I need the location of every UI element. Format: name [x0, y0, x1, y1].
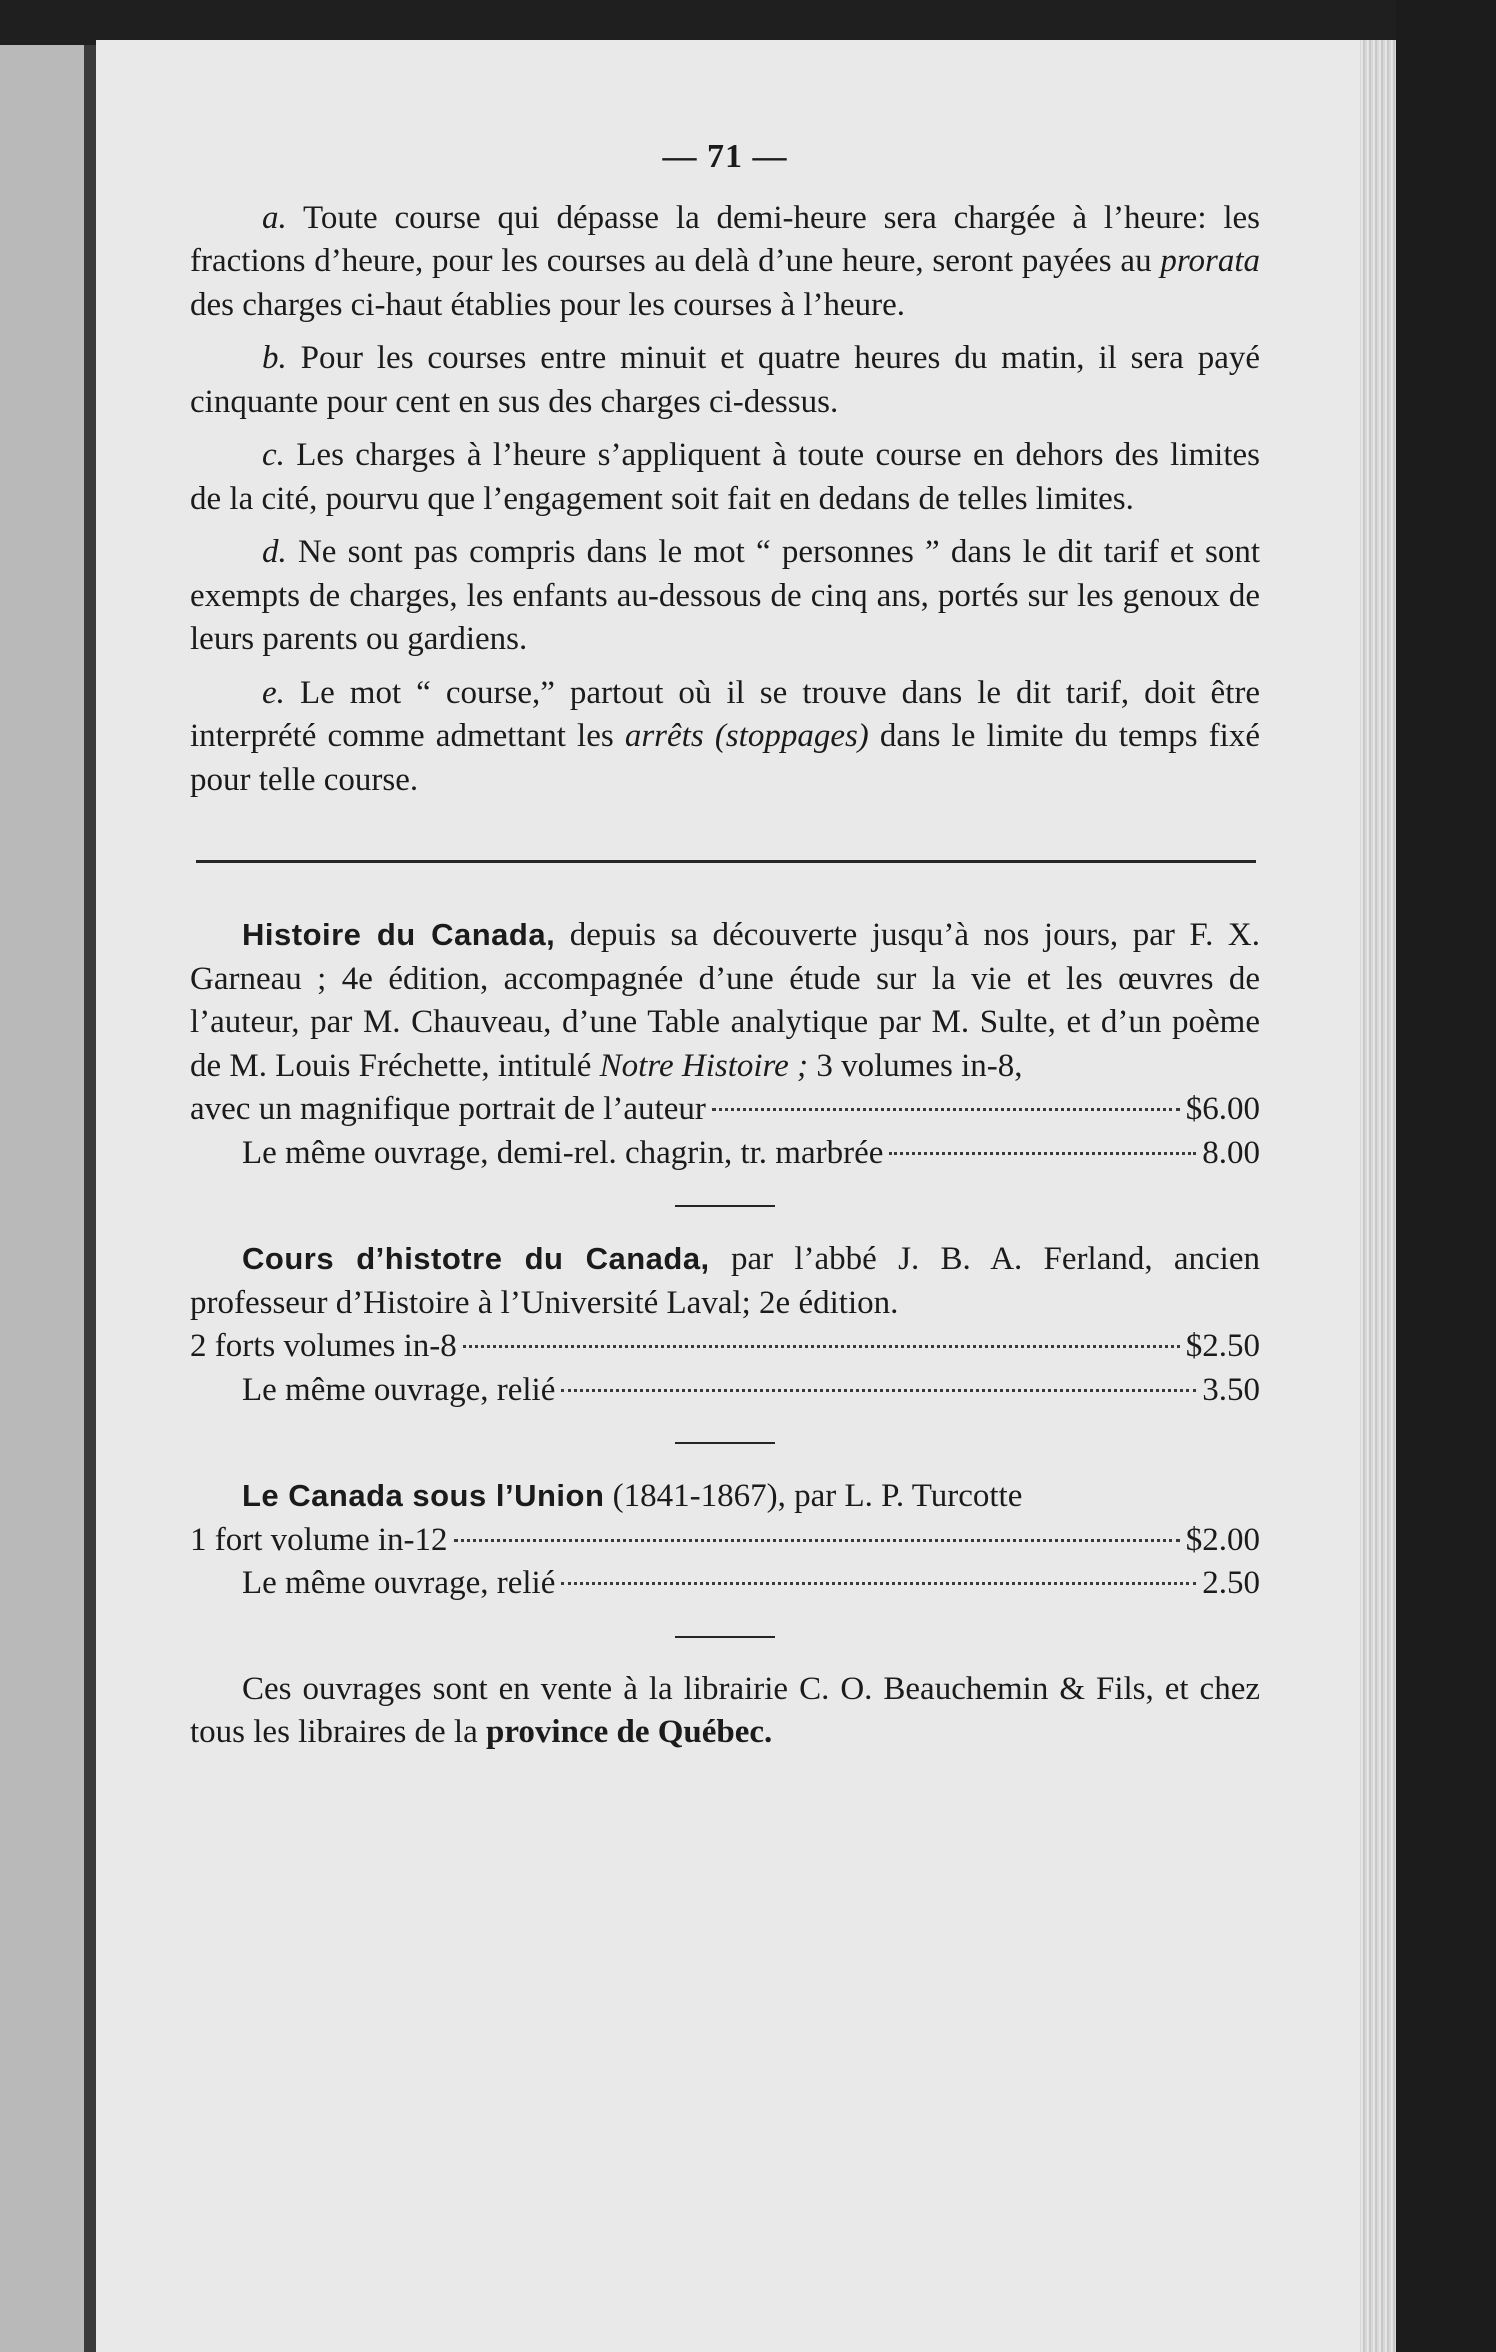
section-divider	[196, 860, 1256, 863]
facing-page-edge	[0, 45, 88, 2352]
price-value: 3.50	[1202, 1371, 1260, 1408]
book-title: Cours d’histotre du Canada,	[242, 1241, 710, 1276]
price-label: Le même ouvrage, relié	[242, 1371, 556, 1408]
book-desc-italic: Notre Histoire ;	[599, 1047, 809, 1084]
book-desc: par l’abbé J. B. A. Ferland, ancien professeur d’Histoire à l’Université Laval; 2e édition.	[190, 1241, 1260, 1321]
price-line	[190, 1519, 1260, 1563]
price-value: 8.00	[1202, 1134, 1260, 1171]
price-value: $2.00	[1185, 1521, 1260, 1558]
book-desc: (1841-1867), par L. P. Turcotte	[604, 1478, 1023, 1514]
price-line	[190, 1562, 1260, 1606]
clause-d	[190, 531, 1260, 662]
clause-italic: prorata	[1160, 243, 1260, 279]
price-line	[190, 1325, 1260, 1369]
page-number: — 71 —	[662, 138, 788, 175]
entry-divider	[675, 1205, 775, 1207]
leader-dots	[463, 1345, 1180, 1348]
price-label: Le même ouvrage, demi-rel. chagrin, tr. marbrée	[242, 1134, 884, 1171]
clause-letter: d.	[262, 534, 287, 570]
price-line	[190, 1088, 1260, 1132]
price-value: $6.00	[1185, 1091, 1260, 1127]
closing-text: Ces ouvrages sont en vente à la librairie C. O. Beauchemin & Fils, et chez tous les libraires de la	[190, 1670, 1260, 1750]
clause-text: Toute course qui dépasse la demi-heure sera chargée à l’heure: les fractions d’heure, pour les courses au delà d’une heure, seront payées au	[190, 199, 1260, 279]
clause-text: Ne sont pas compris dans le mot “ personnes ” dans le dit tarif et sont exempts de charges, les enfants au-dessous de cinq ans, portés sur les genoux de leurs parents ou gardiens.	[190, 534, 1260, 657]
closing-note	[190, 1668, 1260, 1755]
leader-dots	[712, 1108, 1180, 1111]
gutter-shadow	[84, 45, 96, 2352]
clause-letter: b.	[262, 340, 287, 376]
clause-e	[190, 672, 1260, 803]
book-desc: 3 volumes in-8,	[808, 1047, 1023, 1084]
price-label: avec un magnifique portrait de l’auteur	[190, 1091, 706, 1127]
clause-text: des charges ci-haut établies pour les courses à l’heure.	[190, 286, 906, 323]
clause-a	[190, 197, 1260, 328]
price-value: 2.50	[1202, 1565, 1260, 1601]
book-title: Le Canada sous l’Union	[242, 1478, 605, 1513]
book-description	[190, 913, 1260, 1088]
price-value: $2.50	[1185, 1328, 1260, 1364]
leader-dots	[454, 1539, 1180, 1542]
book-title: Histoire du Canada,	[242, 917, 556, 952]
clause-c	[190, 434, 1260, 521]
entry-divider	[675, 1442, 775, 1444]
clause-text: Le mot “ course,” partout où il se trouve dans le dit tarif, doit être interprété comme admettant les	[190, 674, 1260, 754]
book-description	[190, 1474, 1260, 1519]
leader-dots	[889, 1152, 1196, 1155]
page-stack-edge	[1360, 40, 1396, 2352]
clause-italic: arrêts (stoppages)	[624, 718, 869, 754]
clause-letter: a.	[262, 199, 287, 236]
clause-letter: c.	[262, 437, 285, 473]
clause-text: Les charges à l’heure s’appliquent à toute course en dehors des limites de la cité, pourvu que l’engagement soit fait en dedans de telles limites.	[190, 437, 1260, 517]
price-label: Le même ouvrage, relié	[242, 1565, 556, 1601]
book-description	[190, 1237, 1260, 1325]
leader-dots	[561, 1582, 1196, 1585]
clause-text: dans le limite du temps fixé pour telle course.	[190, 718, 1260, 798]
leader-dots	[561, 1389, 1196, 1392]
book-entry	[190, 1237, 1260, 1412]
clause-letter: e.	[262, 674, 285, 711]
closing-bold: province de Québec.	[486, 1714, 773, 1750]
book-desc: depuis sa découverte jusqu’à nos jours, par F. X. Garneau ; 4e édition, accompagnée d’une étude sur la vie et les œuvres de l’auteur, par M. Chauveau, d’une Table analytique par M. Sulte, et d’un poème de M. Louis Fréchette, intitulé	[190, 917, 1261, 1084]
price-label: 1 fort volume in-12	[190, 1521, 448, 1558]
book-entry	[190, 1474, 1260, 1606]
price-label: 2 forts volumes in-8	[190, 1328, 457, 1364]
price-line	[190, 1132, 1260, 1176]
book-entry	[190, 913, 1260, 1175]
clause-text: Pour les courses entre minuit et quatre heures du matin, il sera payé cinquante pour cent en sus des charges ci-dessus.	[190, 340, 1260, 420]
clause-b	[190, 337, 1260, 424]
scan-background	[1396, 0, 1496, 2352]
page-text	[190, 135, 1260, 1755]
price-line	[190, 1369, 1260, 1413]
entry-divider	[675, 1636, 775, 1638]
